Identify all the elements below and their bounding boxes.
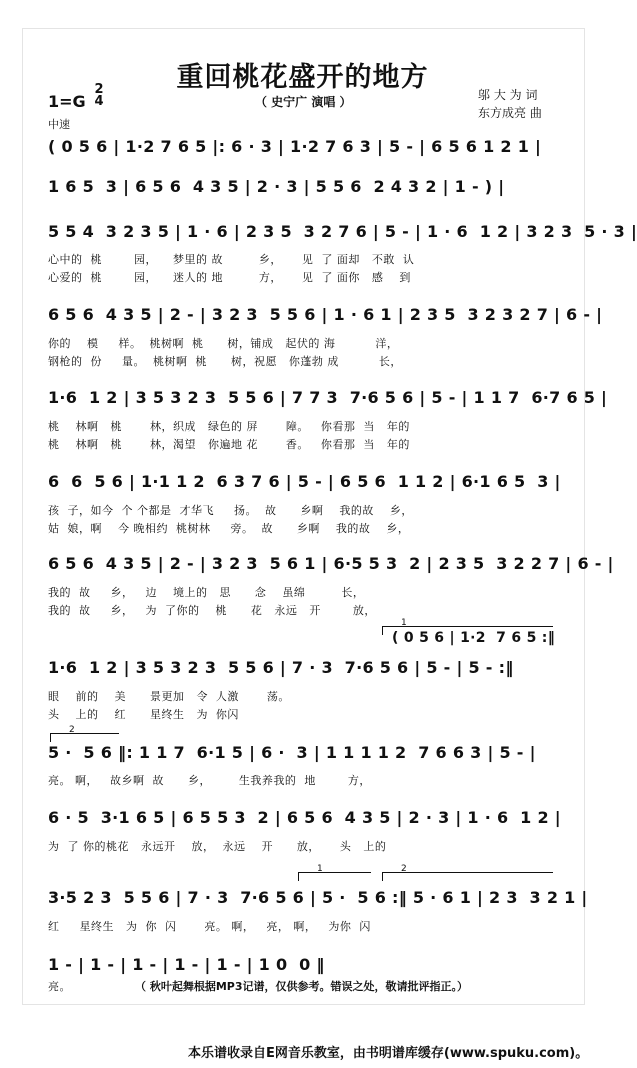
- lyrics-line: 我的 故 乡， 为 了你的 桃 花 永远 开 放，: [48, 604, 376, 617]
- lyrics-line: 桃 林啊 桃 林，渴望 你遍地 花 香。 你看那 当 年的: [48, 438, 410, 451]
- source-footer: 本乐谱收录自E网音乐教室，由书明谱库缓存(www.spuku.com)。: [188, 1046, 589, 1061]
- lyrics-line: 桃 林啊 桃 林，织成 绿色的 屏 障。 你看那 当 年的: [48, 420, 410, 433]
- volta-bracket: 2: [382, 872, 553, 881]
- notation-row: 5 · 5 6 ‖: 1 1 7 6·1 5 | 6 · 3 | 1 1 1 1 2 7 6 6 3 | 5 - |: [48, 743, 536, 762]
- volta-bracket: 2: [50, 733, 119, 742]
- lyrics-line: 亮。: [48, 980, 71, 993]
- lyrics-line: 孩 子，如今 个 个都是 才华飞 扬。 故 乡啊 我的故 乡，: [48, 504, 413, 517]
- transcriber-note: （ 秋叶起舞根据MP3记谱，仅供参考。错误之处，敬请批评指正。）: [135, 980, 468, 993]
- notation-row: 6 · 5 3·1 6 5 | 6 5 5 3 2 | 6 5 6 4 3 5 | 2 · 3 | 1 · 6 1 2 |: [48, 808, 561, 827]
- lyrics-line: 钢枪的 份 量。 桃树啊 桃 树，祝愿 你蓬勃 成 长，: [48, 355, 402, 368]
- lyrics-line: 头 上的 红 星终生 为 你闪: [48, 708, 239, 721]
- time-signature: [92, 84, 106, 108]
- key-signature: 1=G: [48, 92, 86, 111]
- song-title: 重回桃花盛开的地方: [176, 62, 429, 93]
- lyrics-line: 我的 故 乡， 边 境上的 思 念 虽绵 长，: [48, 586, 365, 599]
- notation-row: 3·5 2 3 5 5 6 | 7 · 3 7·6 5 6 | 5 · 5 6 :‖ 5 · 6 1 | 2 3 3 2 1 |: [48, 888, 588, 907]
- lyrics-line: 心中的 桃 园， 梦里的 故 乡， 见 了 面却 不敢 认: [48, 253, 415, 266]
- notation-row: 6 5 6 4 3 5 | 2 - | 3 2 3 5 5 6 | 1 · 6 1 | 2 3 5 3 2 3 2 7 | 6 - |: [48, 305, 603, 324]
- notation-row: 1 - | 1 - | 1 - | 1 - | 1 - | 1 0 0 ‖: [48, 955, 325, 974]
- lyrics-line: 为 了 你的桃花 永远开 放， 永远 开 放， 头 上的: [48, 840, 387, 853]
- composer-credit: 东方成亮 曲: [478, 106, 542, 120]
- tempo-marking: 中速: [48, 118, 70, 131]
- lyrics-line: 亮。 啊， 故乡啊 故 乡， 生我养我的 地 方，: [48, 774, 371, 787]
- interlude-notation: ( 0 5 6 | 1·2 7 6 5 :‖: [392, 630, 555, 646]
- notation-row: 5 5 4 3 2 3 5 | 1 · 6 | 2 3 5 3 2 7 6 | 5 - | 1 · 6 1 2 | 3 2 3 5 · 3 |: [48, 222, 637, 241]
- notation-row: 6 5 6 4 3 5 | 2 - | 3 2 3 5 6 1 | 6·5 5 3 2 | 2 3 5 3 2 2 7 | 6 - |: [48, 554, 614, 573]
- lyricist-credit: 邬 大 为 词: [478, 88, 538, 102]
- lyrics-line: 红 星终生 为 你 闪 亮。 啊， 亮， 啊， 为你 闪: [48, 920, 371, 933]
- volta-bracket: 1: [298, 872, 371, 881]
- volta-bracket: 1: [382, 626, 553, 635]
- lyrics-line: 你的 模 样。 桃树啊 桃 树，铺成 起伏的 海 洋，: [48, 337, 399, 350]
- lyrics-line: 心爱的 桃 园， 迷人的 地 方， 见 了 面你 感 到: [48, 271, 411, 284]
- notation-row: 1·6 1 2 | 3 5 3 2 3 5 5 6 | 7 · 3 7·6 5 6 | 5 - | 5 - :‖: [48, 658, 514, 677]
- singer-credit: （ 史宁广 演唱 ）: [255, 95, 352, 109]
- notation-row: 6 6 5 6 | 1·1 1 2 6 3 7 6 | 5 - | 6 5 6 1 1 2 | 6·1 6 5 3 |: [48, 472, 561, 491]
- notation-row: ( 0 5 6 | 1·2 7 6 5 |: 6 · 3 | 1·2 7 6 3 | 5 - | 6 5 6 1 2 1 |: [48, 137, 542, 156]
- time-signature-bottom: 4: [94, 94, 104, 109]
- notation-row: 1·6 1 2 | 3 5 3 2 3 5 5 6 | 7 7 3 7·6 5 6 | 5 - | 1 1 7 6·7 6 5 |: [48, 388, 608, 407]
- lyrics-line: 眼 前的 美 景更加 令 人激 荡。: [48, 690, 290, 703]
- lyrics-line: 姑 娘，啊 今 晚相约 桃树林 旁。 故 乡啊 我的故 乡，: [48, 522, 410, 535]
- notation-row: 1 6 5 3 | 6 5 6 4 3 5 | 2 · 3 | 5 5 6 2 4 3 2 | 1 - ) |: [48, 177, 505, 196]
- time-signature-top: 2: [94, 82, 104, 97]
